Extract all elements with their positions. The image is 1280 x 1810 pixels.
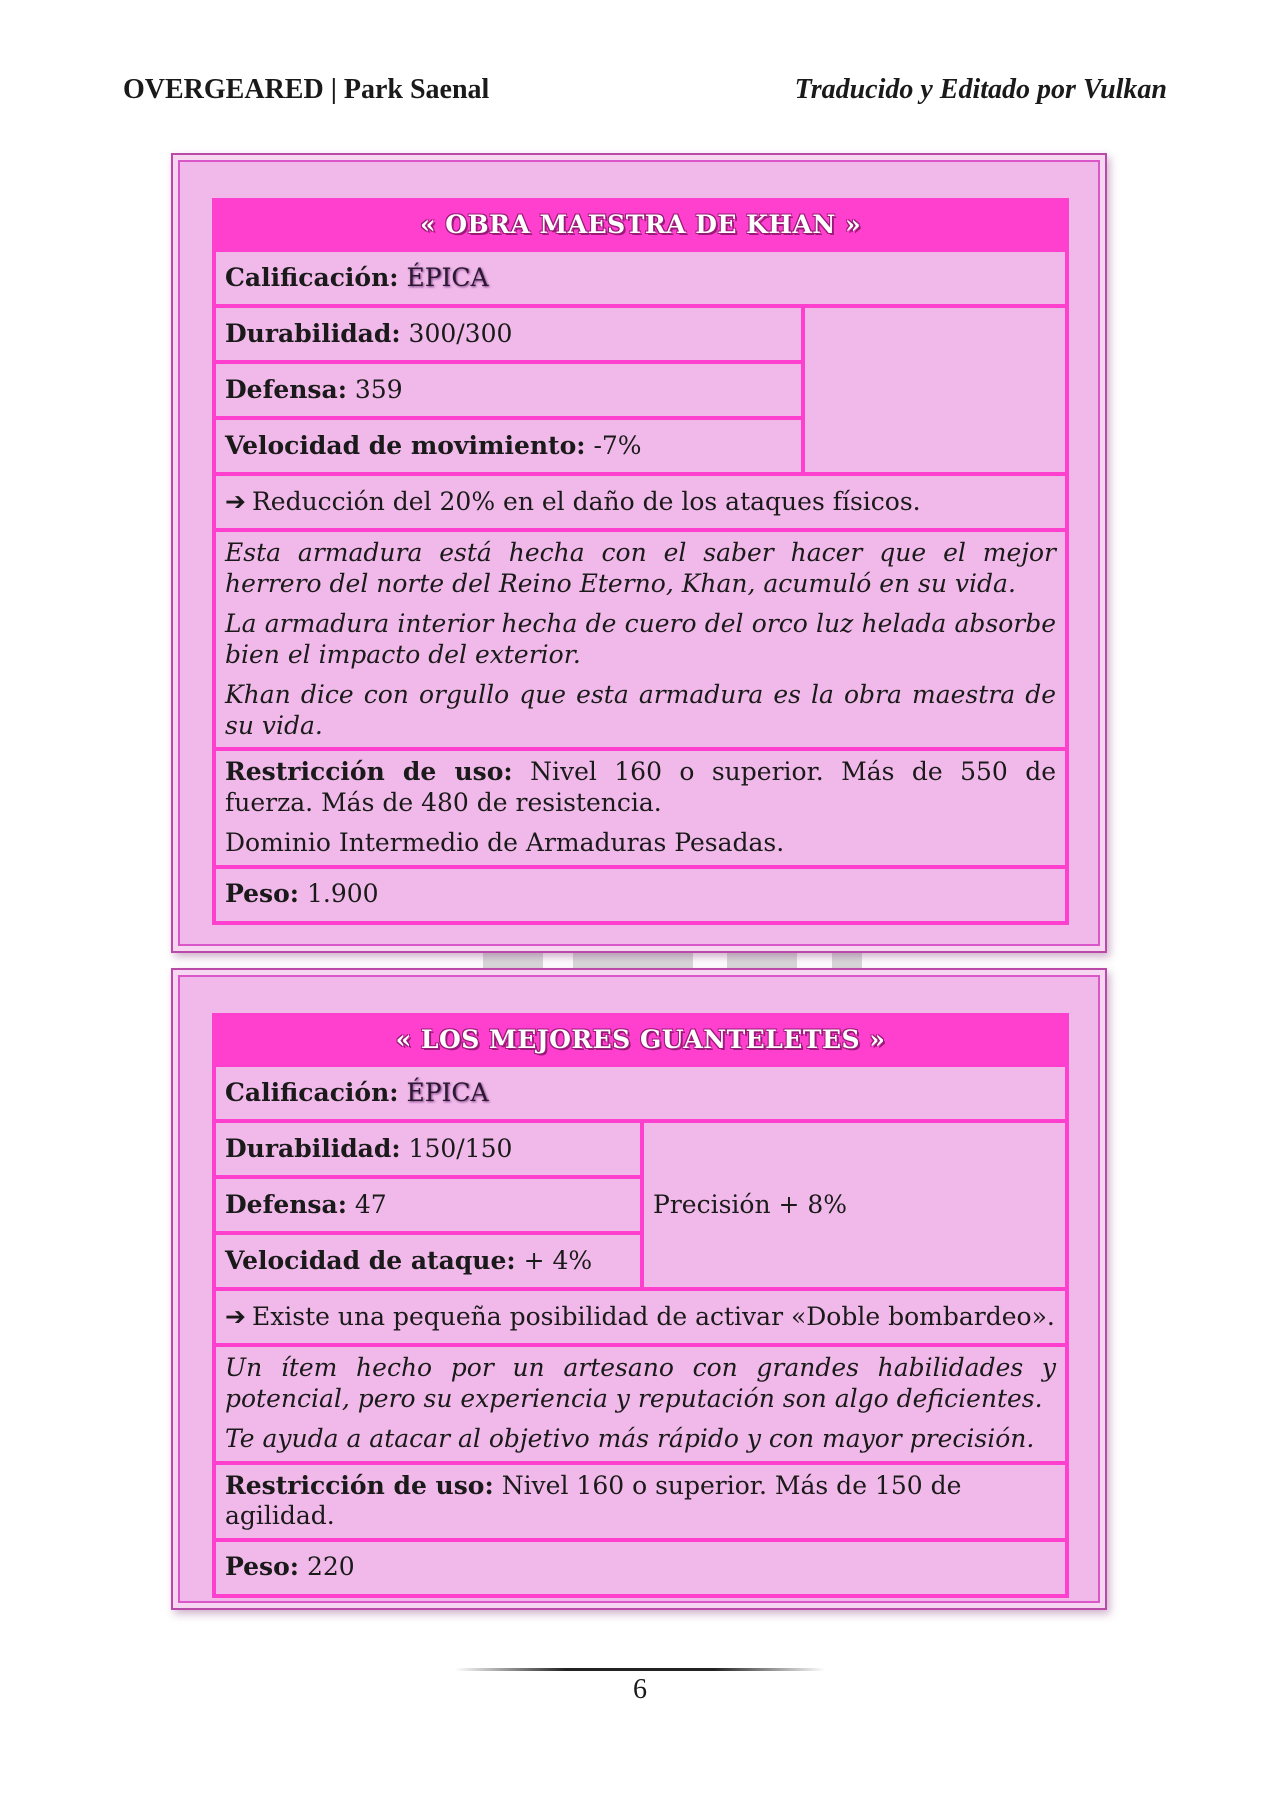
speed-value: + 4% [523,1245,593,1275]
description-line: Khan dice con orgullo que esta armadura es la obra maestra de su vida. [225,680,1057,740]
speed-label: Velocidad de movimiento [225,430,577,460]
grade-row: Calificación: ÉPICA [214,1065,1067,1121]
footer-divider [455,1668,825,1671]
durability-label: Durabilidad [225,1133,392,1163]
grade-label: Calificación [225,262,390,292]
background-decoration [573,952,693,974]
restriction-label: Restricción de uso [225,1470,485,1500]
defense-label: Defensa [225,1189,338,1219]
item-stats-table [212,198,1069,925]
grade-value: ÉPICA [406,1077,489,1107]
book-title: OVERGEARED | Park Saenal [123,74,490,105]
page-number: 6 [633,1674,647,1705]
description-row [214,1345,1067,1463]
defense-value: 359 [354,374,403,404]
effect-text: Existe una pequeña posibilidad de activar «Doble bombardeo». [251,1301,1055,1331]
weight-row: Peso: 1.900 [214,867,1067,923]
effect-row [214,474,1067,530]
effect-text: Reducción del 20% en el daño de los ataques físicos. [251,486,921,516]
page-header [123,74,1167,114]
arrow-right-icon: ➔ [225,486,246,516]
durability-value: 300/300 [408,318,513,348]
speed-value: -7% [593,430,642,460]
durability-row: Durabilidad: 150/150 [214,1121,642,1177]
restriction-label: Restricción de uso [225,757,504,786]
speed-label: Velocidad de ataque [225,1245,507,1275]
defense-row: Defensa: 47 [214,1177,642,1233]
grade-row: Calificación: ÉPICA [214,250,1067,306]
restriction-row: Restricción de uso: Nivel 160 o superior. Más de 150 de agilidad. [214,1463,1067,1540]
side-stat-cell: Precisión + 8% [642,1121,1067,1289]
restriction-value: Nivel 160 o superior. Más de 150 de agilidad. [225,1470,962,1530]
restriction-row: Restricción de uso: Nivel 160 o superior. Más de 550 de fuerza. Más de 480 de resistencia. Dominio Intermedio de Armaduras Pesadas. [214,749,1067,867]
translator-credit: Traducido y Editado por Vulkan [794,74,1167,105]
weight-label: Peso [225,1552,290,1582]
weight-label: Peso [225,879,290,909]
defense-label: Defensa [225,374,338,404]
background-decoration [832,952,862,974]
item-stats-table [212,1013,1069,1598]
description-line: La armadura interior hecha de cuero del orco luz helada absorbe bien el impacto del exterior. [225,609,1057,669]
weight-value: 1.900 [306,879,379,909]
description-line: Esta armadura está hecha con el saber hacer que el mejor herrero del norte del Reino Eterno, Khan, acumuló en su vida. [225,538,1057,598]
durability-row: Durabilidad: 300/300 [214,306,803,362]
item-title: « LOS MEJORES GUANTELETES » [214,1015,1067,1065]
durability-value: 150/150 [408,1133,513,1163]
arrow-right-icon: ➔ [225,1301,246,1331]
weight-row: Peso: 220 [214,1540,1067,1596]
background-decoration [727,952,797,974]
effect-row [214,1289,1067,1345]
description-line: Un ítem hecho por un artesano con grandes habilidades y potencial, pero su experiencia y reputación son algo deficientes. [225,1353,1056,1413]
grade-label: Calificación [225,1077,390,1107]
defense-value: 47 [354,1189,387,1219]
description-row [214,530,1067,749]
background-decoration [483,952,543,974]
side-stat-cell [803,306,1067,474]
weight-value: 220 [306,1552,355,1582]
item-card-best-gauntlets [178,975,1100,1603]
speed-row: Velocidad de movimiento: -7% [214,418,803,474]
speed-row: Velocidad de ataque: + 4% [214,1233,642,1289]
durability-label: Durabilidad [225,318,392,348]
restriction-value: Nivel 160 o superior. Más de 550 de fuerza. Más de 480 de resistencia. [225,757,1057,817]
restriction-extra: Dominio Intermedio de Armaduras Pesadas. [225,828,785,857]
item-title: « OBRA MAESTRA DE KHAN » [214,200,1067,250]
description-line: Te ayuda a atacar al objetivo más rápido y con mayor precisión. [225,1424,1035,1453]
grade-value: ÉPICA [406,262,489,292]
defense-row: Defensa: 359 [214,362,803,418]
item-card-khan-masterpiece [178,160,1100,946]
